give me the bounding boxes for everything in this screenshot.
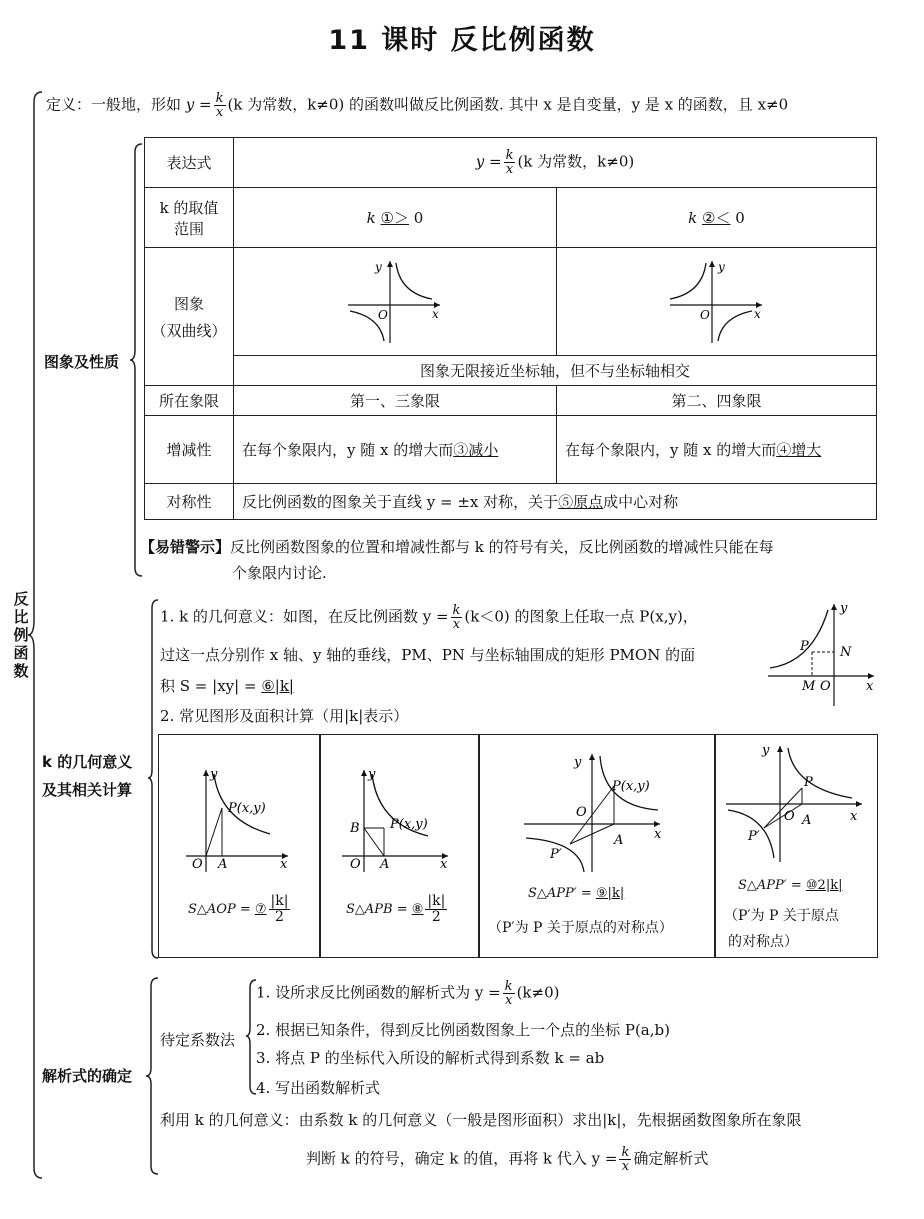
svg-text:P(x,y): P(x,y) [390, 817, 428, 832]
svg-text:P′: P′ [550, 847, 562, 862]
row-mono-label: 增减性 [145, 416, 234, 484]
row-expr-label: 表达式 [145, 138, 234, 188]
method2-line1: 利用 k 的几何意义：由系数 k 的几何意义（一般是图形面积）求出|k|，先根据函数图象所在象限 [160, 1111, 802, 1129]
svg-text:x: x [850, 809, 858, 824]
method1-label: 待定系数法 [160, 1031, 236, 1049]
warning-line1: 【易错警示】反比例函数图象的位置和增减性都与 k 的符号有关，反比例函数的增减性只能在每 [140, 538, 774, 556]
example-4-note-2: 的对称点） [728, 934, 798, 950]
step-2: 2. 根据已知条件，得到反比例函数图象上一个点的坐标 P(a,b) [256, 1021, 670, 1039]
example-2-figure [336, 760, 466, 880]
quad-positive: 第一、三象限 [234, 386, 557, 416]
page-title: 11 课时 反比例函数 [328, 25, 596, 56]
svg-text:O: O [784, 809, 795, 824]
krange-negative: k ②＜ 0 [557, 188, 877, 248]
row-expr-value: y = $\frac{k}{x}$ (k 为常数，k≠0) [234, 138, 877, 188]
svg-text:y: y [368, 767, 376, 782]
hyperbola-k-positive [340, 255, 450, 345]
svg-text:O: O [350, 857, 361, 872]
svg-text:A: A [614, 833, 624, 848]
svg-text:O: O [378, 307, 388, 322]
row-quad-label: 所在象限 [145, 386, 234, 416]
svg-text:x: x [654, 827, 662, 842]
svg-text:P′: P′ [748, 829, 760, 844]
svg-text:B: B [350, 821, 360, 836]
example-4-note-1: （P′为 P 关于原点 [724, 908, 839, 924]
hyperbola-k-negative [662, 255, 772, 345]
svg-text:x: x [440, 857, 448, 872]
example-4-figure [722, 740, 872, 868]
row-sym-label: 对称性 [145, 484, 234, 520]
example-1-figure [180, 760, 300, 880]
svg-text:A: A [380, 857, 390, 872]
graph-note: 图象无限接近坐标轴，但不与坐标轴相交 [234, 356, 877, 386]
svg-text:y: y [574, 755, 582, 770]
svg-text:O: O [576, 805, 587, 820]
krange-positive: k ①＞ 0 [234, 188, 557, 248]
resolve-brace [144, 976, 160, 1176]
geo-p2: 过这一点分别作 x 轴、y 轴的垂线，PM、PN 与坐标轴围成的矩形 PMON 的面 [160, 646, 696, 664]
svg-text:x: x [432, 306, 439, 321]
svg-text:O: O [699, 307, 710, 322]
svg-text:y: y [210, 767, 218, 782]
geo-p3: 积 S = |xy| = ⑥|k| [160, 677, 294, 695]
example-3-figure [518, 746, 668, 874]
row-graph-label: 图象 （双曲线） [145, 248, 234, 386]
svg-text:O: O [192, 857, 203, 872]
svg-text:x: x [280, 857, 288, 872]
svg-text:O: O [820, 679, 831, 694]
svg-text:y: y [717, 259, 725, 274]
svg-text:x: x [866, 679, 874, 694]
quad-negative: 第二、四象限 [557, 386, 877, 416]
geo-label-2: 及其相关计算 [42, 781, 133, 799]
svg-text:P: P [804, 775, 813, 790]
svg-text:P(x,y): P(x,y) [228, 801, 266, 816]
step-1: 1. 设所求反比例函数的解析式为 y = $\frac{k}{x}$ (k≠0) [256, 979, 560, 1008]
mono-negative: 在每个象限内，y 随 x 的增大而④增大 [557, 416, 877, 484]
root-label: 反比例函数 [13, 590, 29, 680]
geo-p1: 1. k 的几何意义：如图，在反比例函数 y = $\frac{k}{x}$ (k＜0) 的图象上任取一点 P(x,y)， [160, 603, 698, 632]
svg-text:y: y [840, 601, 848, 616]
svg-text:x: x [753, 306, 761, 321]
row-krange-label: k 的取值 范围 [145, 188, 234, 248]
svg-text:N: N [840, 645, 852, 660]
geo-label-1: k 的几何意义 [42, 753, 133, 771]
props-brace [128, 142, 144, 578]
props-label: 图象及性质 [44, 353, 120, 371]
step-4: 4. 写出函数解析式 [256, 1079, 381, 1097]
svg-text:M: M [802, 679, 816, 694]
example-3-area: S△APP′ = ⑨|k| [528, 886, 625, 901]
svg-text:P(x,y): P(x,y) [612, 779, 650, 794]
svg-text:y: y [762, 743, 770, 758]
example-4-area: S△APP′ = ⑩2|k| [738, 878, 843, 893]
method2-line2: 判断 k 的符号，确定 k 的值，再将 k 代入 y = $\frac{k}{x}$ 确定解析式 [306, 1145, 709, 1174]
warning-line2: 个象限内讨论. [232, 564, 327, 582]
mono-positive: 在每个象限内，y 随 x 的增大而③减小 [234, 416, 557, 484]
definition: 定义：一般地，形如 y = $\frac{k}{x}$ (k 为常数，k≠0) 的函数叫做反比例函数. 其中 x 是自变量，y 是 x 的函数，且 x≠0 [46, 91, 789, 120]
props-table [144, 137, 877, 520]
resolve-label: 解析式的确定 [42, 1067, 133, 1085]
graph-negative [557, 248, 877, 356]
example-1-area: S△AOP = ⑦ $\frac{|k|}{2}$ [188, 893, 289, 925]
svg-text:A: A [218, 857, 228, 872]
svg-text:A: A [802, 813, 812, 828]
svg-text:P: P [800, 639, 809, 654]
svg-text:y: y [375, 259, 382, 274]
sym-value: 反比例函数的图象关于直线 y = ±x 对称，关于⑤原点成中心对称 [234, 484, 877, 520]
geo-figure-pmon [762, 598, 882, 710]
graph-positive [234, 248, 557, 356]
step-3: 3. 将点 P 的坐标代入所设的解析式得到系数 k = ab [256, 1049, 605, 1067]
example-2-area: S△APB = ⑧ $\frac{|k|}{2}$ [346, 893, 446, 925]
example-3-note: （P′为 P 关于原点的对称点） [488, 920, 673, 936]
geo-p4: 2. 常见图形及面积计算（用|k|表示） [160, 707, 409, 725]
